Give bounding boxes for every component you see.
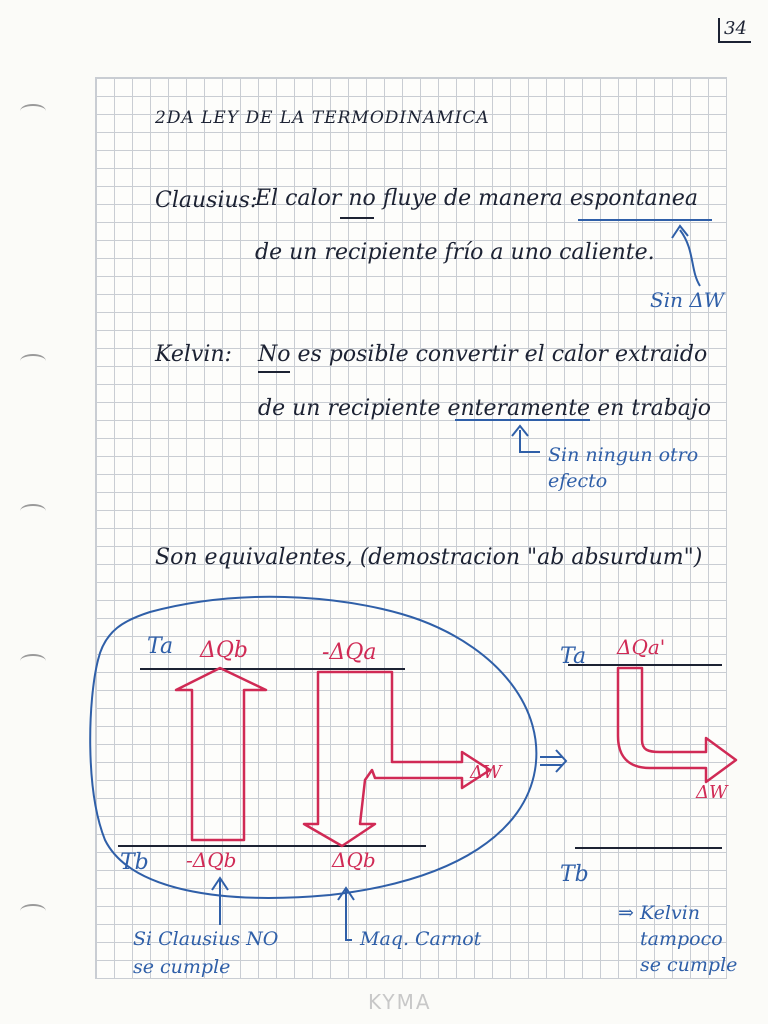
brand-watermark: KYMA xyxy=(368,990,432,1014)
carnot-caption-pointer xyxy=(338,888,354,940)
dw-label-right: ΔW xyxy=(696,782,728,803)
carnot-engine-arrow xyxy=(304,672,490,846)
kelvin-note-line2: efecto xyxy=(548,470,608,492)
clausius-note: Sin ΔW xyxy=(650,288,725,312)
dqb-top-label: ΔQb xyxy=(200,638,249,663)
clausius-statement-line2: de un recipiente frío a uno caliente. xyxy=(255,240,655,265)
page-number: 34 xyxy=(718,18,751,43)
clausius-fails-caption-1: Si Clausius NO xyxy=(133,928,279,950)
dqa-right-label: ΔQa' xyxy=(617,635,666,659)
kelvin-note-line1: Sin ningun otro xyxy=(548,444,699,466)
kelvin-fails-caption-1: ⇒ Kelvin xyxy=(618,902,701,924)
clausius-violation-arrow xyxy=(176,668,266,840)
carnot-caption: Maq. Carnot xyxy=(360,928,482,950)
clausius-statement-line1: El calor no fluye de manera espontanea xyxy=(255,186,698,211)
ta-label-right: Ta xyxy=(560,644,587,669)
kelvin-note-arrow xyxy=(520,430,540,452)
kelvin-statement-line1: No es posible convertir el calor extraido xyxy=(258,342,708,367)
kelvin-violation-arrow xyxy=(618,668,736,782)
clausius-caption-pointer xyxy=(212,878,228,925)
clausius-note-arrow xyxy=(680,230,700,286)
ta-label-left: Ta xyxy=(147,634,174,659)
kelvin-statement-line2: de un recipiente enteramente en trabajo xyxy=(258,396,711,421)
tb-label-right: Tb xyxy=(560,862,589,887)
page-title: 2DA LEY DE LA TERMODINAMICA xyxy=(155,108,490,128)
clausius-note-arrowhead xyxy=(672,226,688,238)
equivalence-statement: Son equivalentes, (demostracion "ab absurdum") xyxy=(155,545,703,570)
clausius-fails-caption-2: se cumple xyxy=(133,956,231,978)
clausius-label: Clausius: xyxy=(155,188,258,213)
kelvin-fails-caption-3: se cumple xyxy=(640,954,738,976)
kelvin-label: Kelvin: xyxy=(155,342,232,367)
dw-label-left: ΔW xyxy=(470,762,502,783)
dqb-bottom-left-label: -ΔQb xyxy=(186,848,237,872)
kelvin-fails-caption-2: tampoco xyxy=(640,928,723,950)
dqb-bottom-mid-label: ΔQb xyxy=(332,848,376,872)
tb-label-left: Tb xyxy=(120,850,149,875)
dqa-top-label: -ΔQa xyxy=(322,640,377,665)
